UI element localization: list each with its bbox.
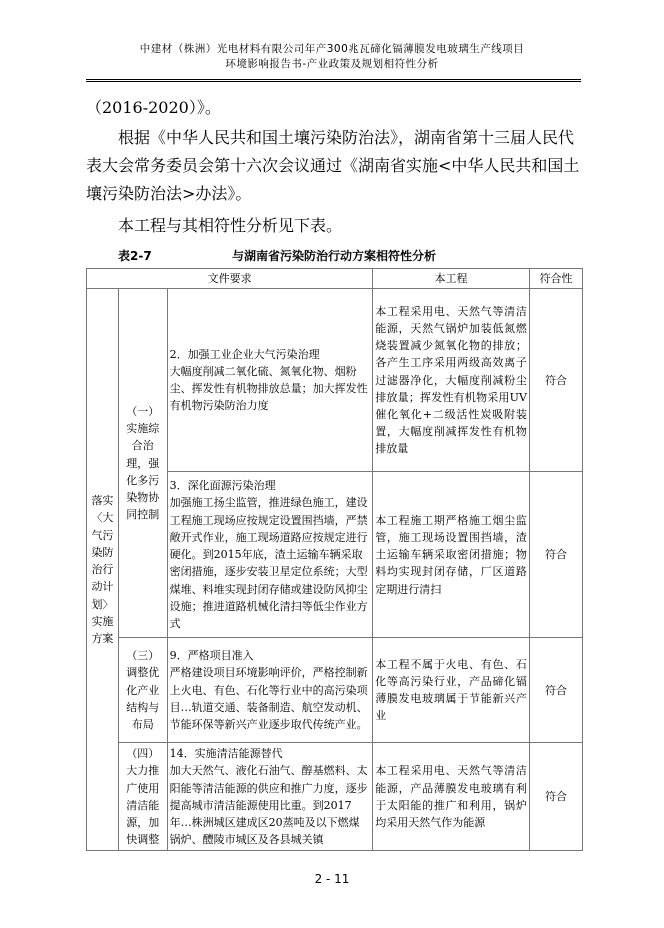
requirement-cell — [167, 472, 373, 638]
table-caption — [118, 247, 437, 264]
table-label: 表2-7 — [118, 249, 152, 263]
header-project-title: 中建材（株洲）光电材料有限公司年产300兆瓦碲化镉薄膜发电玻璃生产线项目 — [139, 43, 525, 55]
compliance-cell: 符合 — [529, 638, 582, 743]
paragraph-continuation: （2016-2020）》。 — [86, 98, 221, 117]
requirement-cell — [167, 638, 373, 743]
page-header — [0, 42, 664, 72]
table-row — [87, 743, 583, 851]
paragraph-law-reference: 根据《中华人民共和国土壤污染防治法》，湖南省第十三届人民代表大会常务委员会第十六次会议通过《湖南省实施<中华人民共和国土壤污染防治法>办法》。 — [86, 128, 580, 203]
compliance-cell: 符合 — [529, 472, 582, 638]
requirement-text: 3．深化面源污染治理 加强施工扬尘监管，推进绿色施工，建设工程施工现场应按规定设置围挡墙，严禁敞开式作业，施工现场道路应按规定进行硬化。到2015年底，渣土运输车辆采取密闭措施，逐步安装卫星定位系统；大型煤堆、料堆实现封闭存储或建设防风抑尘设施；推进道路机械化清扫等低尘作业方式 — [169, 479, 368, 630]
header-compliance: 符合性 — [529, 269, 582, 289]
page-number: 2 - 11 — [314, 872, 350, 886]
requirement-cell — [167, 743, 373, 851]
header-report-title: 环境影响报告书-产业政策及规划相符性分析 — [225, 58, 439, 70]
group-cell: （四）大力推广使用清洁能源，加快调整 — [118, 743, 167, 851]
group-cell: （三）调整优化产业结构与布局 — [118, 638, 167, 743]
table-row — [87, 289, 583, 472]
table-header-row — [87, 269, 583, 289]
compliance-cell: 符合 — [529, 289, 582, 472]
project-cell: 本工程采用电、天然气等清洁能源，产品薄膜发电玻璃有利于太阳能的推广和利用，锅炉均采用天然气作为能源 — [373, 743, 530, 851]
header-rule-thin — [86, 81, 581, 82]
requirement-text: 9．严格项目准入 严格建设项目环境影响评价，严格控制新上火电、有色、石化等行业中的高污染项目…轨道交通、装备制造、航空发动机、节能环保等新兴产业逐步取代传统产业。 — [169, 649, 368, 731]
project-cell: 本工程施工期严格施工烟尘监管，施工现场设置围挡墙，渣土运输车辆采取密闭措施；物料均实现封闭存储，厂区道路定期进行清扫 — [373, 472, 530, 638]
header-project: 本工程 — [373, 269, 530, 289]
requirement-text: 2．加强工业企业大气污染治理 大幅度削减二氧化硫、氮氧化物、烟粉尘、挥发性有机物排放总量；加大挥发性有机物污染防治力度 — [169, 347, 368, 413]
table-row — [87, 638, 583, 743]
header-rule — [86, 79, 581, 80]
requirement-cell — [167, 289, 373, 472]
category-cell: 落实〈大气污染防治行动计划〉实施方案 — [87, 289, 119, 851]
requirement-text: 14．实施清洁能源替代 加大天然气、液化石油气、醇基燃料、太阳能等清洁能源的供应和推广力度，逐步提高城市清洁能源使用比重。到2017年…株洲城区建成区20蒸吨及以下燃煤锅炉、醴陵市城区及各县城关镇 — [169, 747, 368, 847]
project-cell: 本工程采用电、天然气等清洁能源，天然气锅炉加装低氮燃烧装置减少氮氧化物的排放；各产生工序采用两级高效离子过滤器净化，大幅度削减粉尘排放量；挥发性有机物采用UV 催化氧化+二级活性炭吸附装置，大幅度削减挥发性有机物排放量 — [373, 289, 530, 472]
table-title: 与湖南省污染防治行动方案相符性分析 — [232, 249, 437, 263]
project-cell: 本工程不属于火电、有色、石化等高污染行业，产品碲化镉薄膜发电玻璃属于节能新兴产业 — [373, 638, 530, 743]
header-requirement: 文件要求 — [87, 269, 373, 289]
compliance-table — [86, 268, 583, 851]
paragraph-table-intro: 本工程与其相符性分析见下表。 — [118, 216, 343, 235]
compliance-cell: 符合 — [529, 743, 582, 851]
group-cell: （一）实施综合治理，强化多污染物协同控制 — [118, 289, 167, 638]
